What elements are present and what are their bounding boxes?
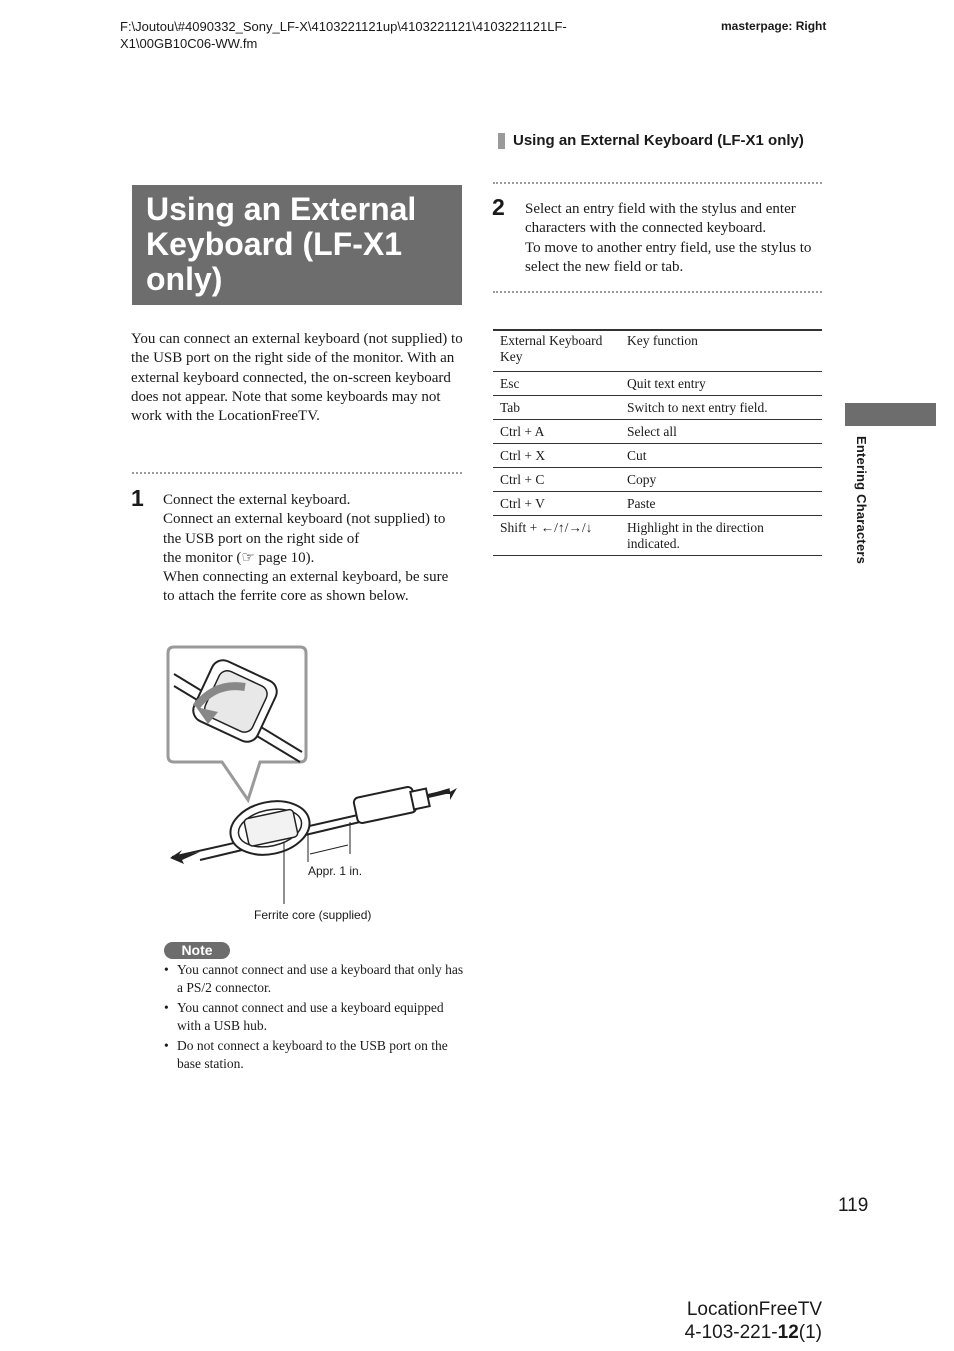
chapter-label <box>847 436 873 586</box>
table-row <box>493 444 822 468</box>
section-title-box <box>132 185 462 305</box>
intro-paragraph: You can connect an external keyboard (not supplied) to the USB port on the right side of the monitor. With an external keyboard connected, the on-screen keyboard does not appear. Note that some keyboards may not work with the LocationFreeTV. <box>131 331 463 425</box>
step2-text <box>525 200 823 277</box>
step1-text <box>163 491 463 607</box>
table-cell-key: Ctrl + C <box>493 468 620 492</box>
step2-number: 2 <box>492 194 505 220</box>
table-cell-key: Shift + ←/↑/→/↓ <box>493 516 620 556</box>
table-row <box>493 396 822 420</box>
table-row <box>493 468 822 492</box>
chapter-tab <box>845 403 936 426</box>
step1-body-line2-pre: the monitor ( <box>163 549 242 566</box>
note-item: • You cannot connect and use a keyboard equipped with a USB hub. <box>164 999 464 1035</box>
note-list <box>164 961 464 1075</box>
ferrite-core-drawing <box>160 642 465 927</box>
step1-body-line2 <box>163 549 463 568</box>
page-number: 119 <box>838 1195 869 1216</box>
step2-line1: Select an entry field with the stylus and enter characters with the connected keyboard. <box>525 201 796 237</box>
note-item: • You cannot connect and use a keyboard that only has a PS/2 connector. <box>164 961 464 997</box>
footer-product: LocationFreeTV <box>686 1299 822 1320</box>
step1-body-line2-post: page 10). <box>254 549 315 566</box>
masterpage-label: masterpage: Right <box>721 19 827 33</box>
footer-code-suffix: (1) <box>798 1322 822 1343</box>
table-cell-function: Highlight in the direction indicated. <box>620 516 822 556</box>
section-title-line3: only) <box>146 261 223 297</box>
ferrite-core-illustration <box>160 642 465 927</box>
file-path <box>120 18 680 52</box>
footer <box>640 1298 822 1344</box>
step1-heading: Connect the external keyboard. <box>163 492 351 508</box>
table-row <box>493 372 822 396</box>
table-cell-function: Quit text entry <box>620 372 822 396</box>
section-title-line2: Keyboard (LF-X1 <box>146 226 403 262</box>
chapter-label-text: Entering Characters <box>854 436 869 565</box>
file-path-line2: X1\00GB10C06-WW.fm <box>120 36 258 51</box>
table-cell-function: Switch to next entry field. <box>620 396 822 420</box>
table-cell-key: Ctrl + A <box>493 420 620 444</box>
note-item: • Do not connect a keyboard to the USB port on the base station. <box>164 1037 464 1073</box>
note-badge: Note <box>164 942 230 959</box>
footer-code-bold: 12 <box>777 1322 799 1343</box>
step2-divider-top <box>493 182 822 184</box>
table-cell-key: Ctrl + X <box>493 444 620 468</box>
table-row <box>493 420 822 444</box>
file-path-line1: F:\Joutou\#4090332_Sony_LF-X\4103221121up\4103221121\4103221121LF- <box>120 19 567 34</box>
length-label: Appr. 1 in. <box>308 864 363 878</box>
table-cell-key: Esc <box>493 372 620 396</box>
table-row <box>493 492 822 516</box>
table-cell-function: Copy <box>620 468 822 492</box>
table-cell-key: Ctrl + V <box>493 492 620 516</box>
step1-number: 1 <box>131 485 144 511</box>
running-head-marker <box>498 133 505 149</box>
table-header-key: External Keyboard Key <box>493 330 620 372</box>
footer-code-prefix: 4-103-221- <box>684 1322 778 1343</box>
table-header-function: Key function <box>620 330 822 372</box>
footer-code <box>640 1321 822 1344</box>
table-cell-function: Select all <box>620 420 822 444</box>
table-cell-function: Paste <box>620 492 822 516</box>
step2-line2: To move to another entry field, use the stylus to select the new field or tab. <box>525 239 812 275</box>
step1-body-line3: When connecting an external keyboard, be sure to attach the ferrite core as shown below. <box>163 569 449 605</box>
table-cell-key: Tab <box>493 396 620 420</box>
step1-divider <box>132 472 462 474</box>
table-cell-function: Cut <box>620 444 822 468</box>
table-header-row <box>493 330 822 372</box>
running-head-text: Using an External Keyboard (LF-X1 only) <box>513 132 804 149</box>
keyboard-key-table <box>493 329 822 556</box>
ferrite-core-label: Ferrite core (supplied) <box>254 908 372 922</box>
section-title <box>146 192 456 297</box>
page-reference-icon: ☞ <box>241 549 255 566</box>
table-row <box>493 516 822 556</box>
step2-divider-bottom <box>493 291 822 293</box>
step1-body-line1: Connect an external keyboard (not supplied) to the USB port on the right side of <box>163 511 446 547</box>
section-title-line1: Using an External <box>146 191 417 227</box>
